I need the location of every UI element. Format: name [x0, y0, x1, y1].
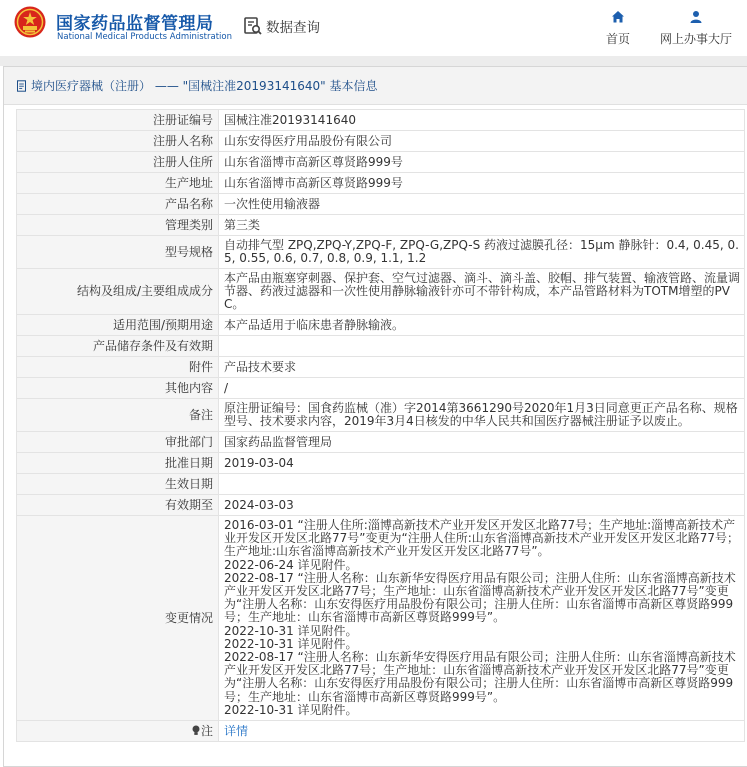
data-query-label: 数据查询 [266, 20, 320, 36]
table-row [17, 432, 745, 453]
table-row [17, 194, 745, 215]
field-value: 山东省淄博市高新区尊贤路999号 [219, 173, 745, 194]
table-row [17, 173, 745, 194]
lightbulb-icon [191, 725, 201, 736]
field-value: 山东安得医疗用品股份有限公司 [219, 131, 745, 152]
change-entry: 2022-08-17 “注册人名称：山东新华安得医疗用品有限公司；注册人住所：山东省淄博高新技术产业开发区开发区北路77号；生产地址：山东省淄博高新技术产业开发区开发区北路77号”变更为“注册人名称：山东安得医疗用品股份有限公司；注册人住所：山东省淄博市高新区尊贤路999号；生产地址：山东省淄博市高新区尊贤路999号”。 [224, 650, 736, 704]
field-value: 原注册证编号：国食药监械（准）字2014第3661290号2020年1月3日同意更正产品名称、规格型号、技术要求内容，2019年3月4日核发的中华人民共和国医疗器械注册证予以废止。 [219, 399, 745, 432]
field-label: 有效期至 [17, 495, 219, 516]
nav-home-label: 首页 [605, 32, 630, 46]
field-value: 自动排气型 ZPQ,ZPQ-Y,ZPQ-F, ZPQ-G,ZPQ-S 药液过滤膜孔径：15μm 静脉针：0.4, 0.45, 0.5, 0.55, 0.6, 0.7, 0.8, 0.9, 1.1, 1.2 [219, 236, 745, 269]
nav-online-hall[interactable] [654, 10, 738, 47]
change-entry: 2022-06-24 详见附件。 [224, 557, 358, 572]
field-label: 备注 [17, 399, 219, 432]
field-label: 变更情况 [17, 516, 219, 721]
table-row [17, 721, 745, 742]
nav-home[interactable] [600, 10, 636, 47]
change-entry: 2016-03-01 “注册人住所:淄博高新技术产业开发区开发区北路77号；生产地址:淄博高新技术产业开发区开发区北路77号”变更为“注册人住所:山东省淄博高新技术产业开发区开发区北路77号；生产地址:山东省淄博高新技术产业开发区开发区北路77号”。 [224, 518, 740, 559]
field-label: 附件 [17, 357, 219, 378]
field-label: 注册证编号 [17, 110, 219, 131]
table-row [17, 516, 745, 721]
field-label: 注册人名称 [17, 131, 219, 152]
field-label: 注册人住所 [17, 152, 219, 173]
change-entry: 2022-10-31 详见附件。 [224, 702, 358, 717]
field-label: 型号规格 [17, 236, 219, 269]
home-icon [611, 10, 625, 24]
change-history [219, 516, 745, 721]
table-row [17, 152, 745, 173]
field-label: 其他内容 [17, 378, 219, 399]
table-row [17, 399, 745, 432]
table-row [17, 336, 745, 357]
site-name-cn: 国家药品监督管理局 [56, 14, 214, 34]
field-label: 生效日期 [17, 474, 219, 495]
field-label: 适用范围/预期用途 [17, 315, 219, 336]
field-label: 审批部门 [17, 432, 219, 453]
field-value [219, 336, 745, 357]
field-value: 国家药品监督管理局 [219, 432, 745, 453]
data-query-icon [243, 16, 263, 36]
note-label: 注 [200, 723, 213, 738]
document-icon [16, 80, 28, 92]
change-entry: 2022-10-31 详见附件。 [224, 623, 358, 638]
table-row [17, 378, 745, 399]
nav-online-hall-label: 网上办事大厅 [659, 32, 732, 46]
table-row [17, 495, 745, 516]
field-value: 第三类 [219, 215, 745, 236]
field-label: 产品储存条件及有效期 [17, 336, 219, 357]
site-header [0, 0, 747, 56]
breadcrumb-text: 境内医疗器械（注册） —— "国械注准20193141640" 基本信息 [31, 79, 378, 93]
table-row [17, 474, 745, 495]
field-value: 国械注准20193141640 [219, 110, 745, 131]
data-query-link[interactable] [243, 15, 320, 37]
table-row [17, 453, 745, 474]
breadcrumb [4, 67, 747, 105]
site-name-en: National Medical Products Administration [57, 32, 232, 42]
field-label: 结构及组成/主要组成成分 [17, 269, 219, 315]
field-value: 一次性使用输液器 [219, 194, 745, 215]
header-divider [0, 56, 747, 66]
note-label-cell [17, 721, 219, 742]
field-value: 本产品适用于临床患者静脉输液。 [219, 315, 745, 336]
table-row [17, 236, 745, 269]
change-entry: 2022-10-31 详见附件。 [224, 636, 358, 651]
field-value: 山东省淄博市高新区尊贤路999号 [219, 152, 745, 173]
table-row [17, 131, 745, 152]
field-label: 产品名称 [17, 194, 219, 215]
table-row [17, 110, 745, 131]
table-row [17, 215, 745, 236]
change-entry: 2022-08-17 “注册人名称：山东新华安得医疗用品有限公司；注册人住所：山东省淄博高新技术产业开发区开发区北路77号；生产地址：山东省淄博高新技术产业开发区开发区北路77号”变更为“注册人名称：山东安得医疗用品股份有限公司；注册人住所：山东省淄博市高新区尊贤路999号；生产地址：山东省淄博市高新区尊贤路999号”。 [224, 570, 736, 625]
field-value: 2019-03-04 [219, 453, 745, 474]
national-emblem-icon [14, 6, 46, 38]
registration-info-table [16, 109, 745, 742]
table-row [17, 315, 745, 336]
note-value [219, 721, 745, 742]
field-label: 生产地址 [17, 173, 219, 194]
field-label: 批准日期 [17, 453, 219, 474]
field-value: 产品技术要求 [219, 357, 745, 378]
field-label: 管理类别 [17, 215, 219, 236]
table-row [17, 357, 745, 378]
details-link[interactable]: 详情 [224, 723, 249, 738]
user-icon [689, 10, 703, 24]
field-value: 2024-03-03 [219, 495, 745, 516]
detail-panel [3, 66, 747, 767]
field-value: / [219, 378, 745, 399]
field-value: 本产品由瓶塞穿刺器、保护套、空气过滤器、滴斗、滴斗盖、胶帽、排气装置、输液管路、流量调节器、药液过滤器和一次性使用静脉输液针亦可不带针构成，本产品管路材料为TOTM增塑的PVC。 [219, 269, 745, 315]
field-value [219, 474, 745, 495]
table-row [17, 269, 745, 315]
